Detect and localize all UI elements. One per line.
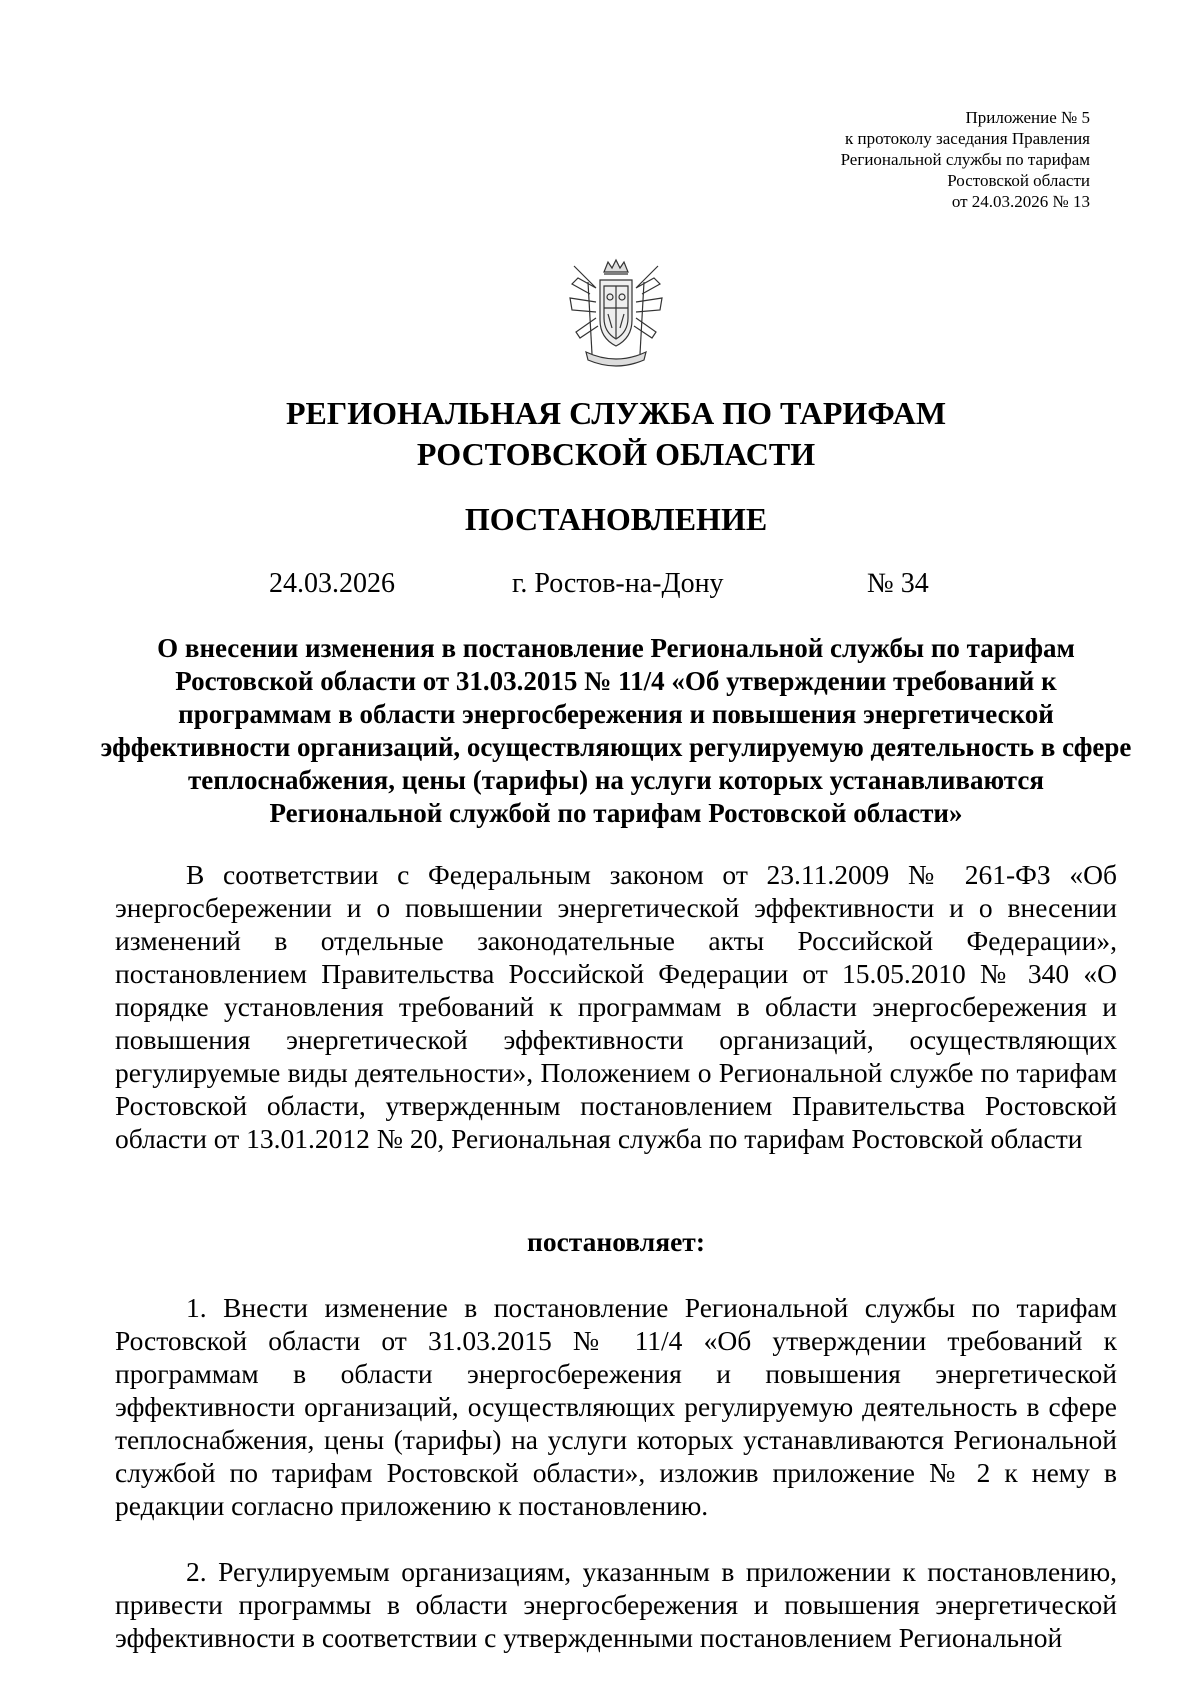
document-number: № 34 [867, 568, 929, 599]
organization-title [0, 393, 1200, 475]
annex-line-1: Приложение № 5 [965, 108, 1090, 127]
preamble-paragraph: В соответствии с Федеральным законом от 23.11.2009 № 261-ФЗ «Об энергосбережении и о повышении энергетической эффективности и о внесении изменений в отдельные законодательные акты Российской Федерации», постановлением Правительства Российской Федерации от 15.05.2010 № 340 «О порядке установления требований к программам в области энергосбережения и повышения энергетической эффективности организаций, осуществляющих регулируемые виды деятельности», Положением о Региональной службе по тарифам Ростовской области, утвержденным постановлением Правительства Ростовской области от 13.01.2012 № 20, Региональная служба по тарифам Ростовской области [115, 859, 1117, 1154]
rostov-coat-of-arms-icon [566, 258, 666, 370]
document-heading: О внесении изменения в постановление Региональной службы по тарифам Ростовской области от 31.03.2015 № 11/4 «Об утверждении требований к программам в области энергосбережения и повышения энергетической эффективности организаций, осуществляющих регулируемую деятельность в сфере теплоснабжения, цены (тарифы) на услуги которых устанавливаются Региональной службой по тарифам Ростовской области» [100, 633, 1132, 828]
annex-line-4: Ростовской области [947, 171, 1090, 190]
annex-line-5: от 24.03.2026 № 13 [951, 192, 1090, 211]
document-city: г. Ростов-на-Дону [512, 568, 724, 599]
item-1-paragraph: 1. Внести изменение в постановление Региональной службы по тарифам Ростовской области от 31.03.2015 № 11/4 «Об утверждении требований к программам в области энергосбережения и повышения энергетической эффективности организаций, осуществляющих регулируемую деятельность в сфере теплоснабжения, цены (тарифы) на услуги которых устанавливаются Региональной службой по тарифам Ростовской области», изложив приложение № 2 к нему в редакции согласно приложению к постановлению. [115, 1292, 1117, 1521]
organization-title-line-1: РЕГИОНАЛЬНАЯ СЛУЖБА ПО ТАРИФАМ [285, 395, 947, 431]
annex-line-3: Региональной службы по тарифам [840, 150, 1090, 169]
organization-title-line-2: РОСТОВСКОЙ ОБЛАСТИ [416, 436, 816, 472]
item-2-paragraph: 2. Регулируемым организациям, указанным в приложении к постановлению, привести программы в области энергосбережения и повышения энергетической эффективности в соответствии с утвержденными постановлением Региональной [115, 1556, 1117, 1653]
annex-line-2: к протоколу заседания Правления [845, 129, 1090, 148]
document-type: ПОСТАНОВЛЕНИЕ [464, 501, 768, 537]
annex-note [630, 107, 1090, 212]
resolves-label: постановляет: [527, 1226, 705, 1257]
document-date: 24.03.2026 [269, 568, 395, 599]
